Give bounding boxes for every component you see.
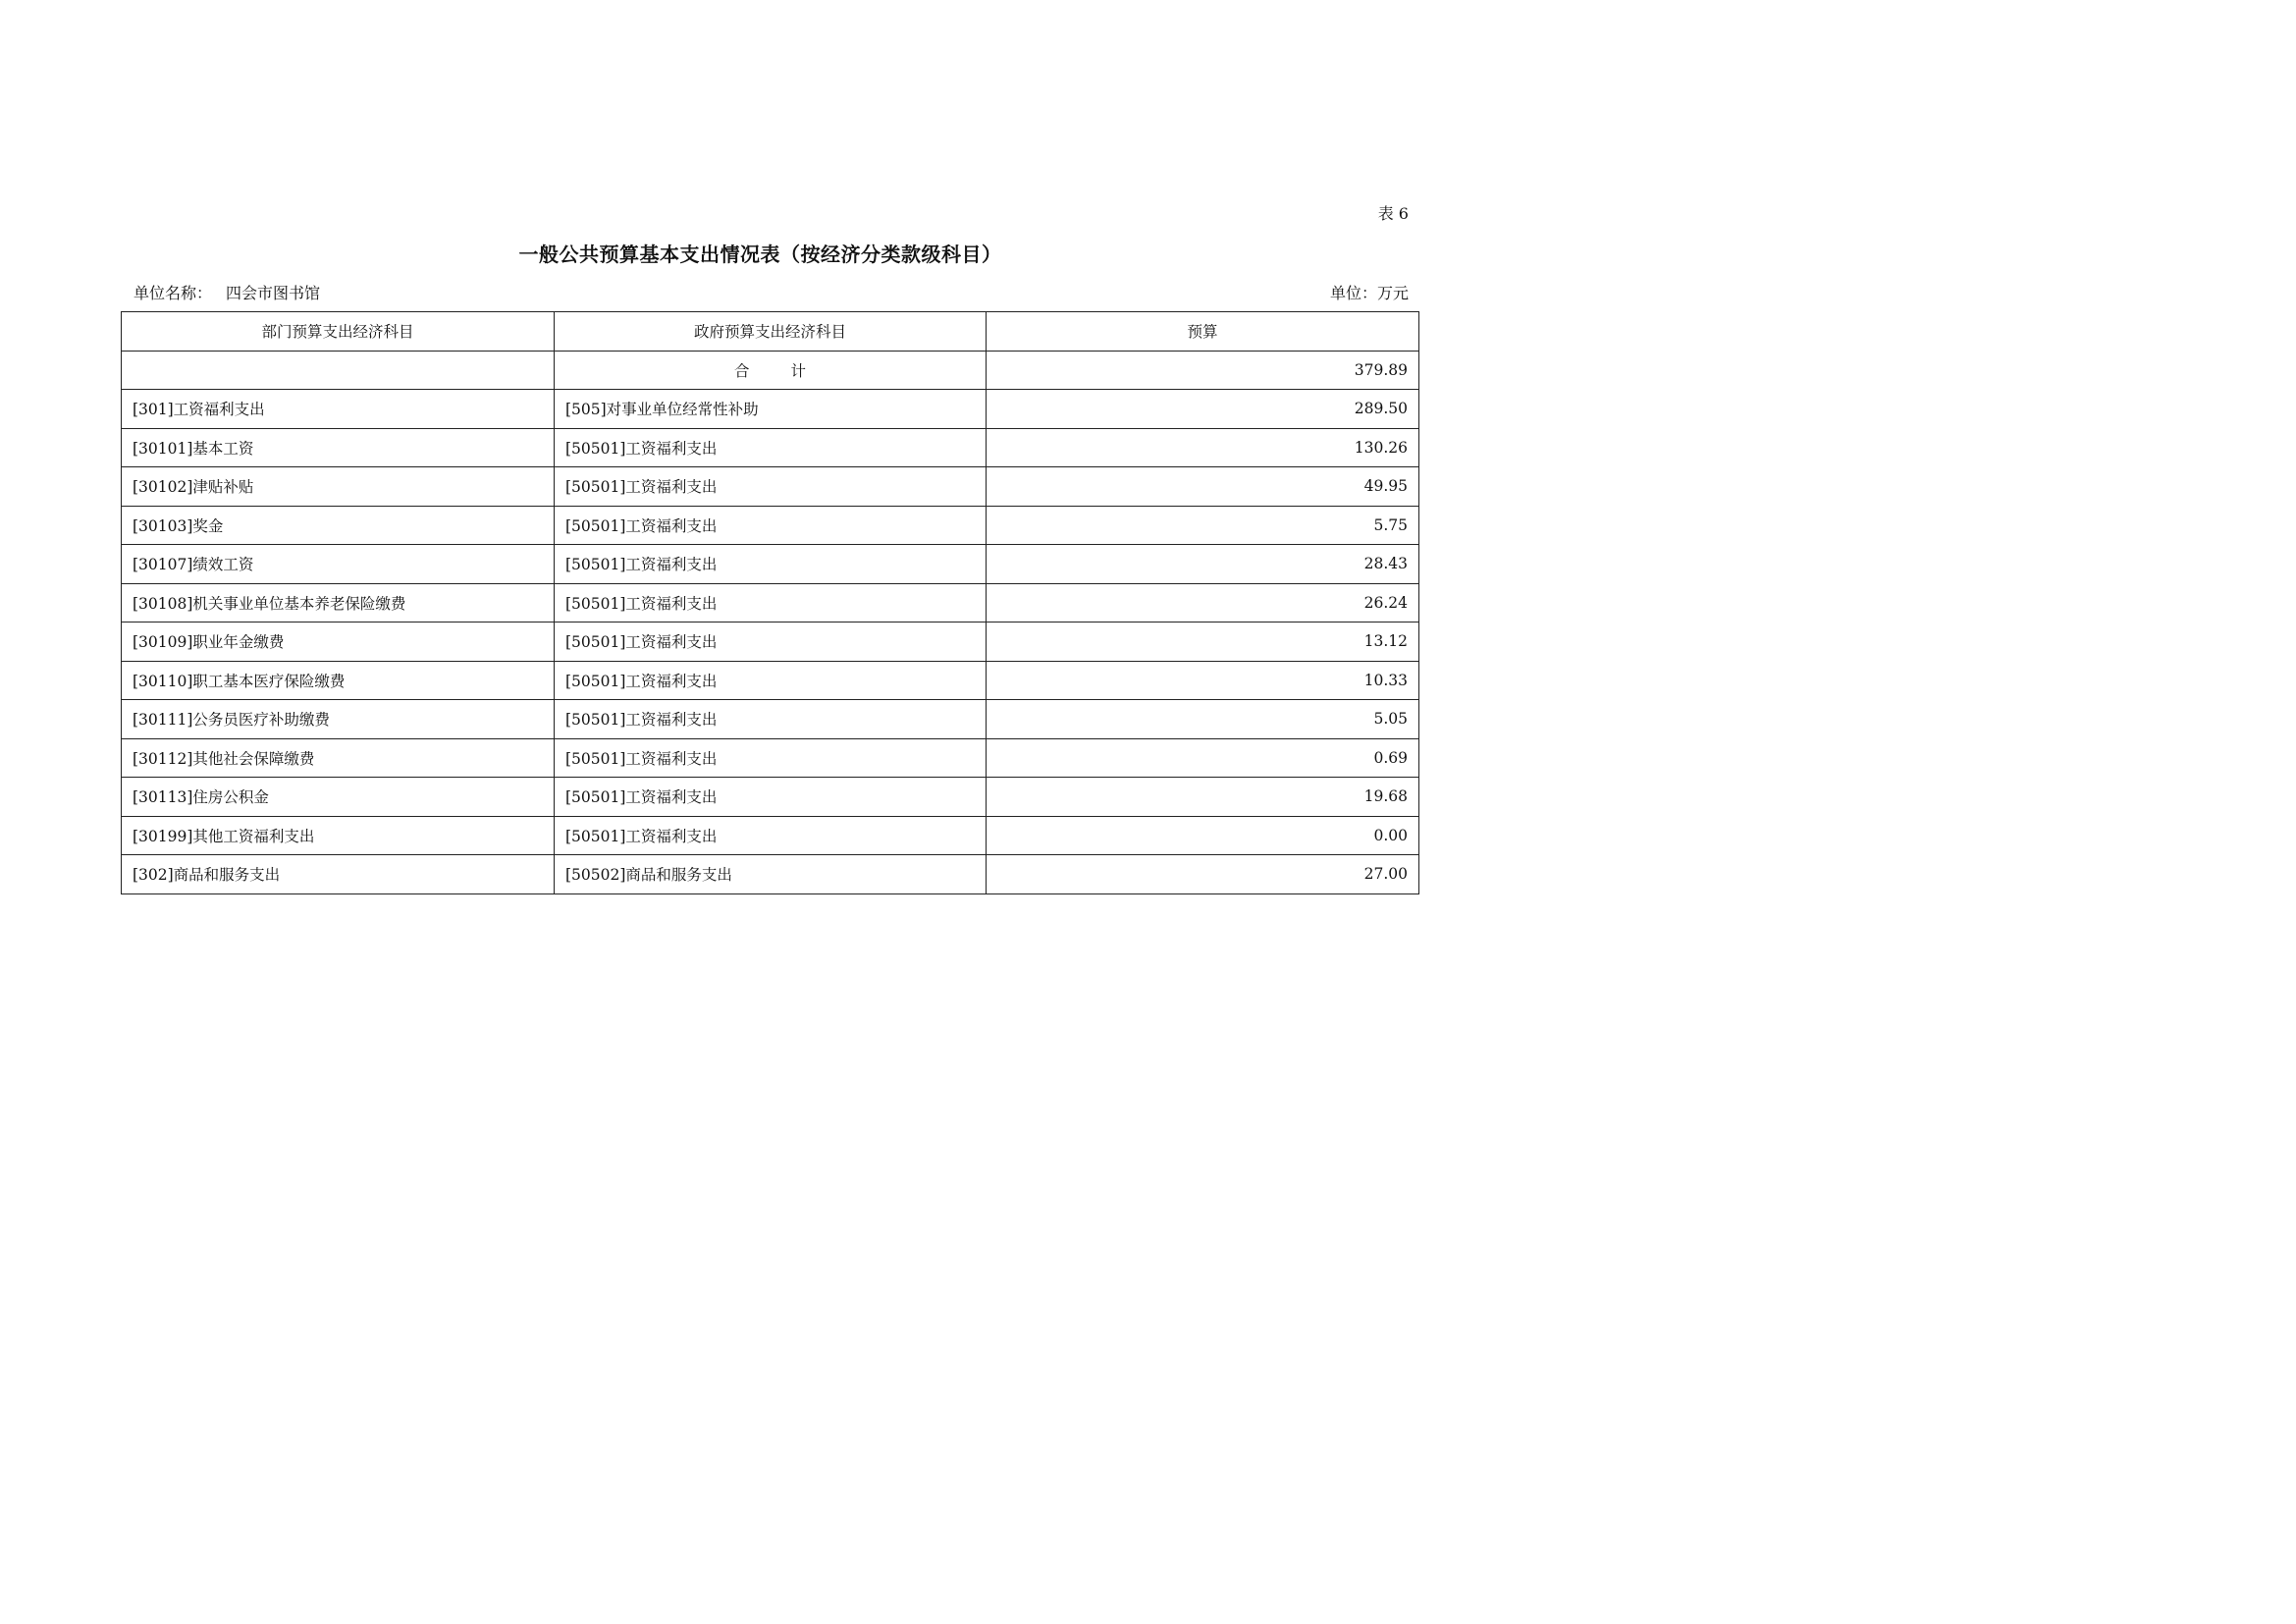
dept-item-cell: [30111]公务员医疗补助缴费	[122, 700, 555, 739]
dept-item-cell: [30112]其他社会保障缴费	[122, 738, 555, 778]
budget-amount-cell: 289.50	[987, 390, 1419, 429]
budget-amount-cell: 49.95	[987, 467, 1419, 507]
table-number: 表 6	[1377, 204, 1409, 223]
unit-name-label: 单位名称：	[133, 284, 213, 302]
total-label	[555, 351, 987, 390]
gov-item-cell: [50501]工资福利支出	[555, 545, 987, 584]
dept-item-cell: [302]商品和服务支出	[122, 855, 555, 894]
total-amount: 379.89	[987, 351, 1419, 390]
table-row	[122, 623, 1419, 662]
total-dept-cell	[122, 351, 555, 390]
gov-item-cell: [50501]工资福利支出	[555, 816, 987, 855]
table-row	[122, 855, 1419, 894]
unit-name-value: 四会市图书馆	[226, 284, 321, 302]
table-row	[122, 506, 1419, 545]
table-row	[122, 583, 1419, 623]
gov-item-cell: [50501]工资福利支出	[555, 583, 987, 623]
gov-item-cell: [50501]工资福利支出	[555, 661, 987, 700]
budget-amount-cell: 13.12	[987, 623, 1419, 662]
total-row	[122, 351, 1419, 390]
budget-amount-cell: 5.75	[987, 506, 1419, 545]
dept-item-cell: [30101]基本工资	[122, 428, 555, 467]
dept-item-cell: [30108]机关事业单位基本养老保险缴费	[122, 583, 555, 623]
table-row	[122, 816, 1419, 855]
gov-item-cell: [50501]工资福利支出	[555, 778, 987, 817]
table-header-row	[122, 312, 1419, 352]
budget-amount-cell: 28.43	[987, 545, 1419, 584]
table-row	[122, 661, 1419, 700]
budget-table	[121, 311, 1419, 894]
currency-unit: 单位：万元	[1329, 284, 1409, 302]
budget-amount-cell: 10.33	[987, 661, 1419, 700]
gov-item-cell: [50501]工资福利支出	[555, 700, 987, 739]
gov-item-cell: [50501]工资福利支出	[555, 428, 987, 467]
budget-amount-cell: 130.26	[987, 428, 1419, 467]
dept-item-cell: [30109]职业年金缴费	[122, 623, 555, 662]
budget-amount-cell: 19.68	[987, 778, 1419, 817]
gov-item-cell: [50501]工资福利支出	[555, 738, 987, 778]
dept-item-cell: [30102]津贴补贴	[122, 467, 555, 507]
column-header-budget: 预算	[987, 312, 1419, 352]
budget-amount-cell: 0.69	[987, 738, 1419, 778]
dept-item-cell: [301]工资福利支出	[122, 390, 555, 429]
budget-amount-cell: 0.00	[987, 816, 1419, 855]
page-title: 一般公共预算基本支出情况表（按经济分类款级科目）	[518, 243, 1002, 266]
gov-item-cell: [50502]商品和服务支出	[555, 855, 987, 894]
dept-item-cell: [30110]职工基本医疗保险缴费	[122, 661, 555, 700]
dept-item-cell: [30199]其他工资福利支出	[122, 816, 555, 855]
budget-amount-cell: 5.05	[987, 700, 1419, 739]
table-row	[122, 545, 1419, 584]
unit-name-row	[133, 281, 320, 303]
column-header-dept-item: 部门预算支出经济科目	[122, 312, 555, 352]
gov-item-cell: [50501]工资福利支出	[555, 623, 987, 662]
total-label-char: 计	[790, 361, 807, 380]
total-label-char: 合	[733, 361, 750, 380]
dept-item-cell: [30107]绩效工资	[122, 545, 555, 584]
budget-amount-cell: 26.24	[987, 583, 1419, 623]
table-row	[122, 390, 1419, 429]
table-row	[122, 778, 1419, 817]
dept-item-cell: [30103]奖金	[122, 506, 555, 545]
table-row	[122, 738, 1419, 778]
gov-item-cell: [50501]工资福利支出	[555, 506, 987, 545]
dept-item-cell: [30113]住房公积金	[122, 778, 555, 817]
column-header-gov-item: 政府预算支出经济科目	[555, 312, 987, 352]
budget-amount-cell: 27.00	[987, 855, 1419, 894]
gov-item-cell: [505]对事业单位经常性补助	[555, 390, 987, 429]
table-row	[122, 428, 1419, 467]
gov-item-cell: [50501]工资福利支出	[555, 467, 987, 507]
table-row	[122, 700, 1419, 739]
table-row	[122, 467, 1419, 507]
